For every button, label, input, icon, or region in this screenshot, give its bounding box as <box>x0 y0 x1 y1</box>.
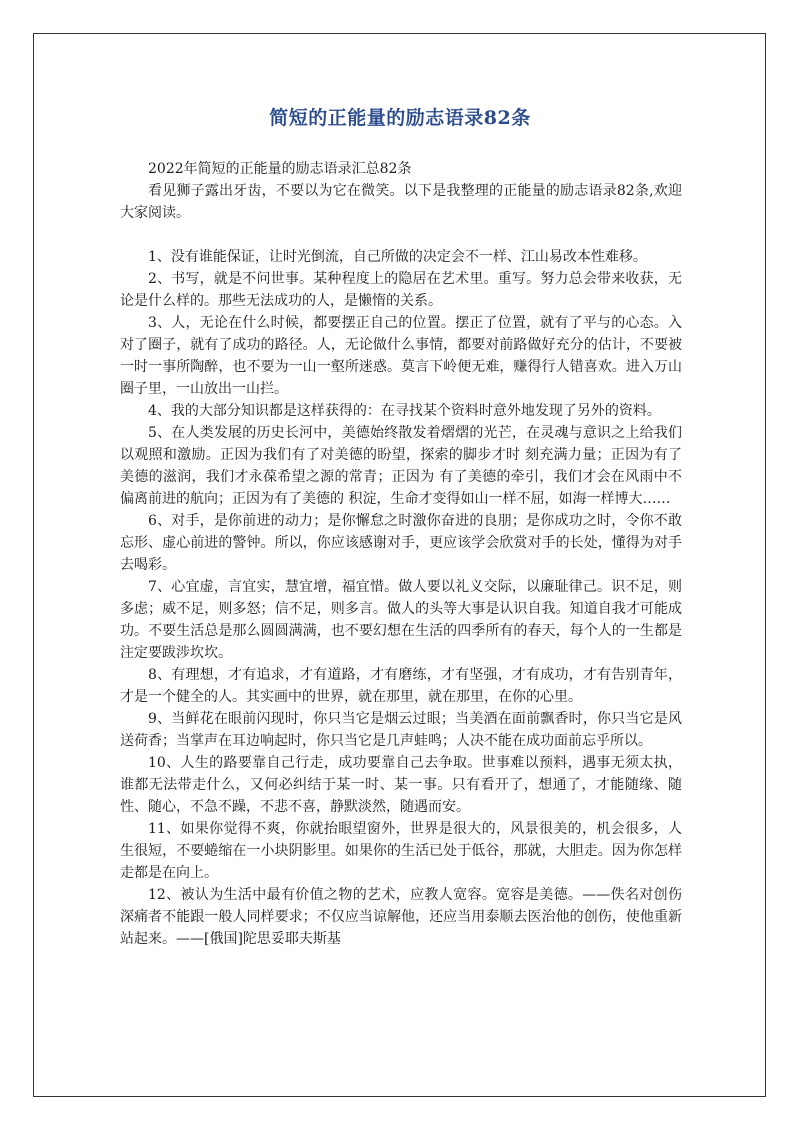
intro-paragraph: 看见狮子露出牙齿，不要以为它在微笑。以下是我整理的正能量的励志语录82条,欢迎大家阅读。 <box>120 183 682 221</box>
document-title: 简短的正能量的励志语录82条 <box>269 107 531 129</box>
document-subtitle: 2022年简短的正能量的励志语录汇总82条 <box>148 161 412 177</box>
quote-paragraph: 7、心宜虚，言宜实，慧宜增，福宜惜。做人要以礼义交际，以廉耻律己。识不足，则多虑；威不足，则多怒；信不足，则多言。做人的头等大事是认识自我。知道自我才可能成功。不要生活总是那么圆圆满满，也不要幻想在生活的四季所有的春天，每个人的一生都是注定要跋涉坎坎。 <box>120 579 682 661</box>
quote-paragraph: 12、被认为生活中最有价值之物的艺术，应教人宽容。宽容是美德。——佚名对创伤深痛者不能跟一般人同样要求；不仅应当谅解他，还应当用泰顺去医治他的创伤，使他重新站起来。——[俄国]陀思妥耶夫斯基 <box>120 887 682 947</box>
document-body <box>120 158 682 950</box>
quote-paragraph: 5、在人类发展的历史长河中，美德始终散发着熠熠的光芒，在灵魂与意识之上给我们以观照和激励。正因为我们有了对美德的盼望，探索的脚步才时 刻充满力量；正因为有了美德的滋润，我们才永葆希望之源的常青；正因为 有了美德的牵引，我们才会在风雨中不偏离前进的航向；正因为有了美德的 积淀，生命才变得如山一样不屈，如海一样博大…… <box>120 425 682 507</box>
quote-paragraph: 1、没有谁能保证，让时光倒流，自己所做的决定会不一样、江山易改本性难移。 <box>148 249 647 265</box>
quote-paragraph: 3、人，无论在什么时候，都要摆正自己的位置。摆正了位置，就有了平与的心态。入对了圈子，就有了成功的路径。人，无论做什么事情，都要对前路做好充分的估计，不要被一时一事所陶醉，也不要为一山一壑所迷惑。莫言下岭便无难，赚得行人错喜欢。进入万山圈子里，一山放出一山拦。 <box>120 315 682 397</box>
quote-paragraph: 9、当鲜花在眼前闪现时，你只当它是烟云过眼；当美酒在面前飘香时，你只当它是风送荷香；当掌声在耳边响起时，你只当它是几声蛙鸣；人决不能在成功面前忘乎所以。 <box>120 711 682 749</box>
quote-paragraph: 6、对手，是你前进的动力；是你懈怠之时激你奋进的良朋；是你成功之时，令你不敢忘形、虚心前进的警钟。所以，你应该感谢对手，更应该学会欣赏对手的长处，懂得为对手去喝彩。 <box>120 513 682 573</box>
quote-paragraph: 4、我的大部分知识都是这样获得的：在寻找某个资料时意外地发现了另外的资料。 <box>148 403 661 419</box>
quote-paragraph: 2、书写，就是不问世事。某种程度上的隐居在艺术里。重写。努力总会带来收获，无论是什么样的。那些无法成功的人，是懒惰的关系。 <box>120 271 682 309</box>
quote-paragraph: 10、人生的路要靠自己行走，成功要靠自己去争取。世事难以预料，遇事无须太执，谁都无法带走什么，又何必纠结于某一时、某一事。只有看开了，想通了，才能随缘、随性、随心，不急不躁，不悲不喜，静默淡然，随遇而安。 <box>120 755 682 815</box>
quote-paragraph: 8、有理想，才有追求，才有道路，才有磨练，才有坚强，才有成功，才有告别青年，才是一个健全的人。其实画中的世界，就在那里，就在那里，在你的心里。 <box>120 667 682 705</box>
quote-paragraph: 11、如果你觉得不爽，你就抬眼望窗外，世界是很大的，风景很美的，机会很多，人生很短，不要蜷缩在一小块阴影里。如果你的生活已处于低谷，那就，大胆走。因为你怎样走都是在向上。 <box>120 821 682 881</box>
